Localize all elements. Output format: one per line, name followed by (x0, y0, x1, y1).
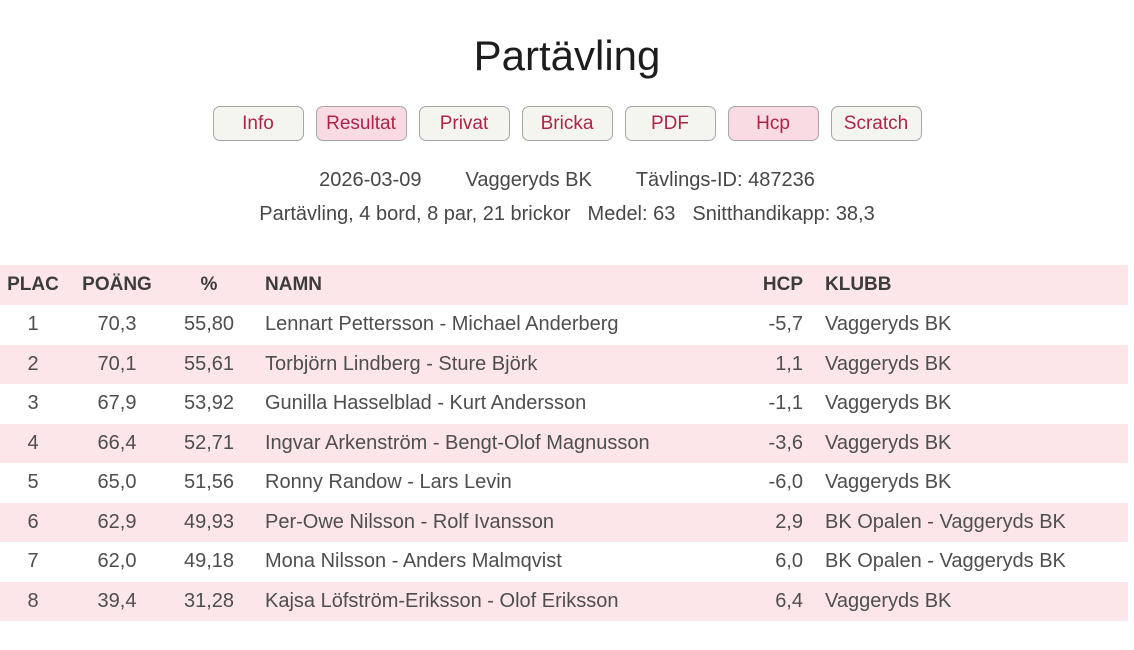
cell-poang: 66,4 (97, 431, 137, 454)
tab-hcp[interactable]: Hcp (728, 106, 819, 141)
cell-poang: 70,3 (97, 313, 137, 336)
tab-info[interactable]: Info (213, 106, 304, 141)
cell-namn: Ingvar Arkenström - Bengt-Olof Magnusson (265, 431, 650, 454)
cell-namn: Torbjörn Lindberg - Sture Björk (265, 352, 538, 375)
cell-klubb: BK Opalen - Vaggeryds BK (825, 550, 1066, 573)
competition-date: 2026-03-09 (319, 169, 422, 191)
cell-hcp: -6,0 (768, 471, 803, 494)
table-row[interactable] (0, 542, 1128, 582)
cell-namn: Ronny Randow - Lars Levin (265, 471, 512, 494)
col-header-klubb: KLUBB (825, 274, 892, 295)
cell-poang: 67,9 (97, 392, 137, 415)
cell-hcp: 2,9 (775, 510, 803, 533)
cell-poang: 70,1 (97, 352, 137, 375)
cell-hcp: -3,6 (768, 431, 803, 454)
table-row[interactable] (0, 424, 1128, 464)
table-row[interactable] (0, 463, 1128, 503)
table-row[interactable] (0, 384, 1128, 424)
cell-poang: 39,4 (97, 589, 137, 612)
col-header-percent: % (200, 274, 218, 295)
cell-namn: Gunilla Hasselblad - Kurt Andersson (265, 392, 587, 415)
cell-klubb: Vaggeryds BK (825, 313, 952, 336)
tab-pdf[interactable]: PDF (625, 106, 716, 141)
cell-klubb: BK Opalen - Vaggeryds BK (825, 510, 1066, 533)
cell-plac: 6 (27, 510, 39, 533)
col-header-poang: POÄNG (82, 274, 152, 295)
competition-summary: Partävling, 4 bord, 8 par, 21 brickor (259, 203, 571, 225)
cell-namn: Per-Owe Nilsson - Rolf Ivansson (265, 510, 554, 533)
cell-percent: 53,92 (183, 392, 235, 415)
cell-hcp: 6,0 (775, 550, 803, 573)
table-row[interactable] (0, 503, 1128, 543)
table-row[interactable] (0, 305, 1128, 345)
tab-scratch[interactable]: Scratch (831, 106, 922, 141)
cell-hcp: -5,7 (768, 313, 803, 336)
cell-plac: 3 (27, 392, 39, 415)
cell-plac: 4 (27, 431, 39, 454)
col-header-namn: NAMN (265, 274, 322, 295)
cell-klubb: Vaggeryds BK (825, 352, 952, 375)
results-table (0, 265, 1128, 621)
col-header-hcp: HCP (762, 274, 803, 295)
cell-hcp: 6,4 (775, 589, 803, 612)
tab-bricka[interactable]: Bricka (522, 106, 613, 141)
meta-line-primary (0, 169, 1134, 192)
page-title: Partävling (473, 32, 661, 79)
cell-poang: 62,9 (97, 510, 137, 533)
table-row[interactable] (0, 345, 1128, 385)
cell-klubb: Vaggeryds BK (825, 392, 952, 415)
competition-id: Tävlings-ID: 487236 (635, 169, 815, 191)
meta-line-secondary (0, 203, 1134, 226)
cell-percent: 49,18 (183, 550, 235, 573)
cell-klubb: Vaggeryds BK (825, 471, 952, 494)
cell-klubb: Vaggeryds BK (825, 431, 952, 454)
cell-percent: 49,93 (183, 510, 235, 533)
average-handicap: Snitthandikapp: 38,3 (692, 203, 875, 225)
cell-percent: 52,71 (183, 431, 235, 454)
col-header-plac: PLAC (7, 274, 59, 295)
cell-namn: Lennart Pettersson - Michael Anderberg (265, 313, 619, 336)
table-row[interactable] (0, 582, 1128, 622)
tab-bar (0, 106, 1134, 141)
cell-plac: 1 (27, 313, 39, 336)
tab-privat[interactable]: Privat (419, 106, 510, 141)
tab-resultat[interactable]: Resultat (316, 106, 407, 141)
cell-hcp: 1,1 (775, 352, 803, 375)
cell-plac: 2 (27, 352, 39, 375)
cell-poang: 65,0 (97, 471, 137, 494)
average-score: Medel: 63 (587, 203, 676, 225)
cell-plac: 8 (27, 589, 39, 612)
cell-klubb: Vaggeryds BK (825, 589, 952, 612)
cell-percent: 31,28 (183, 589, 235, 612)
cell-namn: Mona Nilsson - Anders Malmqvist (265, 550, 562, 573)
cell-percent: 51,56 (183, 471, 235, 494)
table-header-row (0, 265, 1128, 305)
cell-percent: 55,61 (183, 352, 235, 375)
cell-percent: 55,80 (183, 313, 235, 336)
cell-hcp: -1,1 (768, 392, 803, 415)
cell-namn: Kajsa Löfström-Eriksson - Olof Eriksson (265, 589, 619, 612)
cell-poang: 62,0 (97, 550, 137, 573)
cell-plac: 5 (27, 471, 39, 494)
club-name: Vaggeryds BK (465, 169, 592, 191)
cell-plac: 7 (27, 550, 39, 573)
